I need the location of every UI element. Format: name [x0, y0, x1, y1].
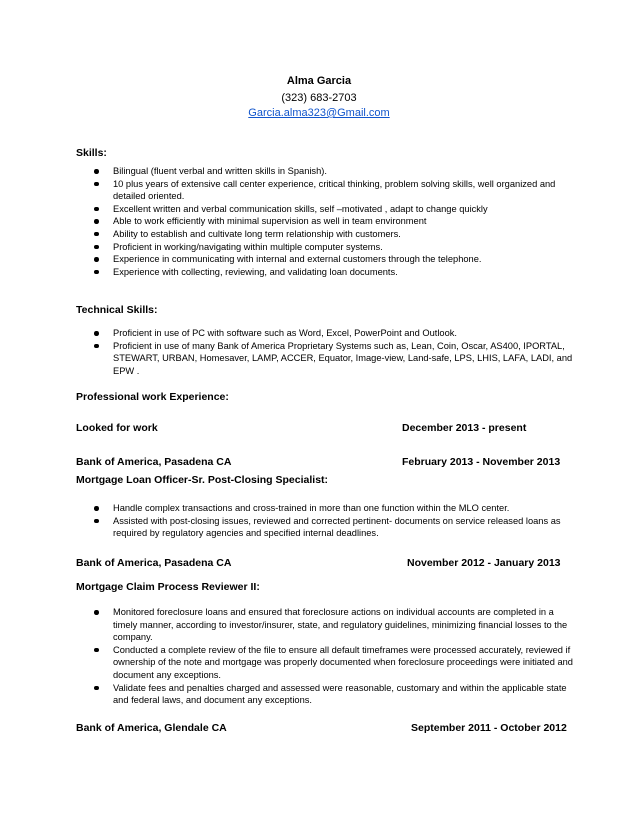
role-duties-list: [0, 606, 638, 707]
list-item: 10 plus years of extensive call center experience, critical thinking, problem solving skills, well organized and detailed oriented.: [0, 178, 573, 203]
bullet-icon: [94, 245, 99, 250]
list-item: Able to work efficiently with minimal supervision as well in team environment: [0, 215, 573, 228]
list-item: Proficient in working/navigating within multiple computer systems.: [0, 241, 573, 254]
role-title: Mortgage Claim Process Reviewer II:: [76, 581, 260, 593]
email-link[interactable]: Garcia.alma323@Gmail.com: [248, 107, 390, 119]
skills-list: [0, 165, 638, 278]
phone-number: (323) 683-2703: [281, 92, 357, 104]
employer: Bank of America, Pasadena CA: [76, 456, 232, 468]
bullet-icon: [94, 610, 99, 615]
bullet-icon: [94, 182, 99, 187]
employer: Bank of America, Glendale CA: [76, 722, 227, 734]
list-item: Experience with collecting, reviewing, and validating loan documents.: [0, 266, 573, 279]
list-item: Proficient in use of many Bank of America Proprietary Systems such as, Lean, Coin, Oscar, AS400, IPORTAL, STEWART, URBAN, Homesaver, LAMP, ACCER, Equator, Image-view, Land-safe, LPS, LHIS, LAFA, LADI, and EPW .: [0, 340, 573, 378]
bullet-icon: [94, 506, 99, 511]
list-item: Monitored foreclosure loans and ensured that foreclosure actions on individual accounts are completed in a timely manner, according to investor/insurer, state, and regulatory guidelines, minimizing financial losses to the company.: [0, 606, 573, 644]
bullet-icon: [94, 219, 99, 224]
technical-skills-heading: Technical Skills:: [76, 304, 158, 316]
bullet-icon: [94, 344, 99, 349]
bullet-icon: [94, 169, 99, 174]
list-item: Experience in communicating with internal and external customers through the telephone.: [0, 253, 573, 266]
list-item: Ability to establish and cultivate long term relationship with customers.: [0, 228, 573, 241]
employment-dates: November 2012 - January 2013: [407, 557, 561, 569]
bullet-icon: [94, 270, 99, 275]
technical-skills-list: [0, 327, 638, 377]
bullet-icon: [94, 257, 99, 262]
list-item: Proficient in use of PC with software such as Word, Excel, PowerPoint and Outlook.: [0, 327, 573, 340]
bullet-icon: [94, 232, 99, 237]
experience-heading: Professional work Experience:: [76, 391, 229, 403]
employment-dates: February 2013 - November 2013: [402, 456, 561, 468]
candidate-name: Alma Garcia: [286, 75, 352, 87]
bullet-icon: [94, 648, 99, 653]
employer: Looked for work: [76, 422, 158, 434]
bullet-icon: [94, 686, 99, 691]
bullet-icon: [94, 331, 99, 336]
list-item: Excellent written and verbal communication skills, self –motivated , adapt to change quickly: [0, 203, 573, 216]
bullet-icon: [94, 519, 99, 524]
role-title: Mortgage Loan Officer-Sr. Post-Closing Specialist:: [76, 474, 329, 486]
list-item: Validate fees and penalties charged and assessed were reasonable, customary and within the applicable state and federal laws, and document any exceptions.: [0, 682, 573, 707]
employer: Bank of America, Pasadena CA: [76, 557, 232, 569]
skills-heading: Skills:: [76, 147, 107, 159]
list-item: Bilingual (fluent verbal and written skills in Spanish).: [0, 165, 573, 178]
list-item: Conducted a complete review of the file to ensure all default timeframes were processed accurately, reviewed if ownership of the note and mortgage was properly documented when foreclosure proceedings were initiated and document any exceptions.: [0, 644, 573, 682]
bullet-icon: [94, 207, 99, 212]
list-item: Handle complex transactions and cross-trained in more than one function within the MLO center.: [0, 502, 573, 515]
employment-dates: September 2011 - October 2012: [411, 722, 567, 734]
list-item: Assisted with post-closing issues, reviewed and corrected pertinent- documents on service released loans as required by regulatory agencies and specified internal deadlines.: [0, 515, 573, 540]
role-duties-list: [0, 502, 638, 540]
employment-dates: December 2013 - present: [402, 422, 527, 434]
